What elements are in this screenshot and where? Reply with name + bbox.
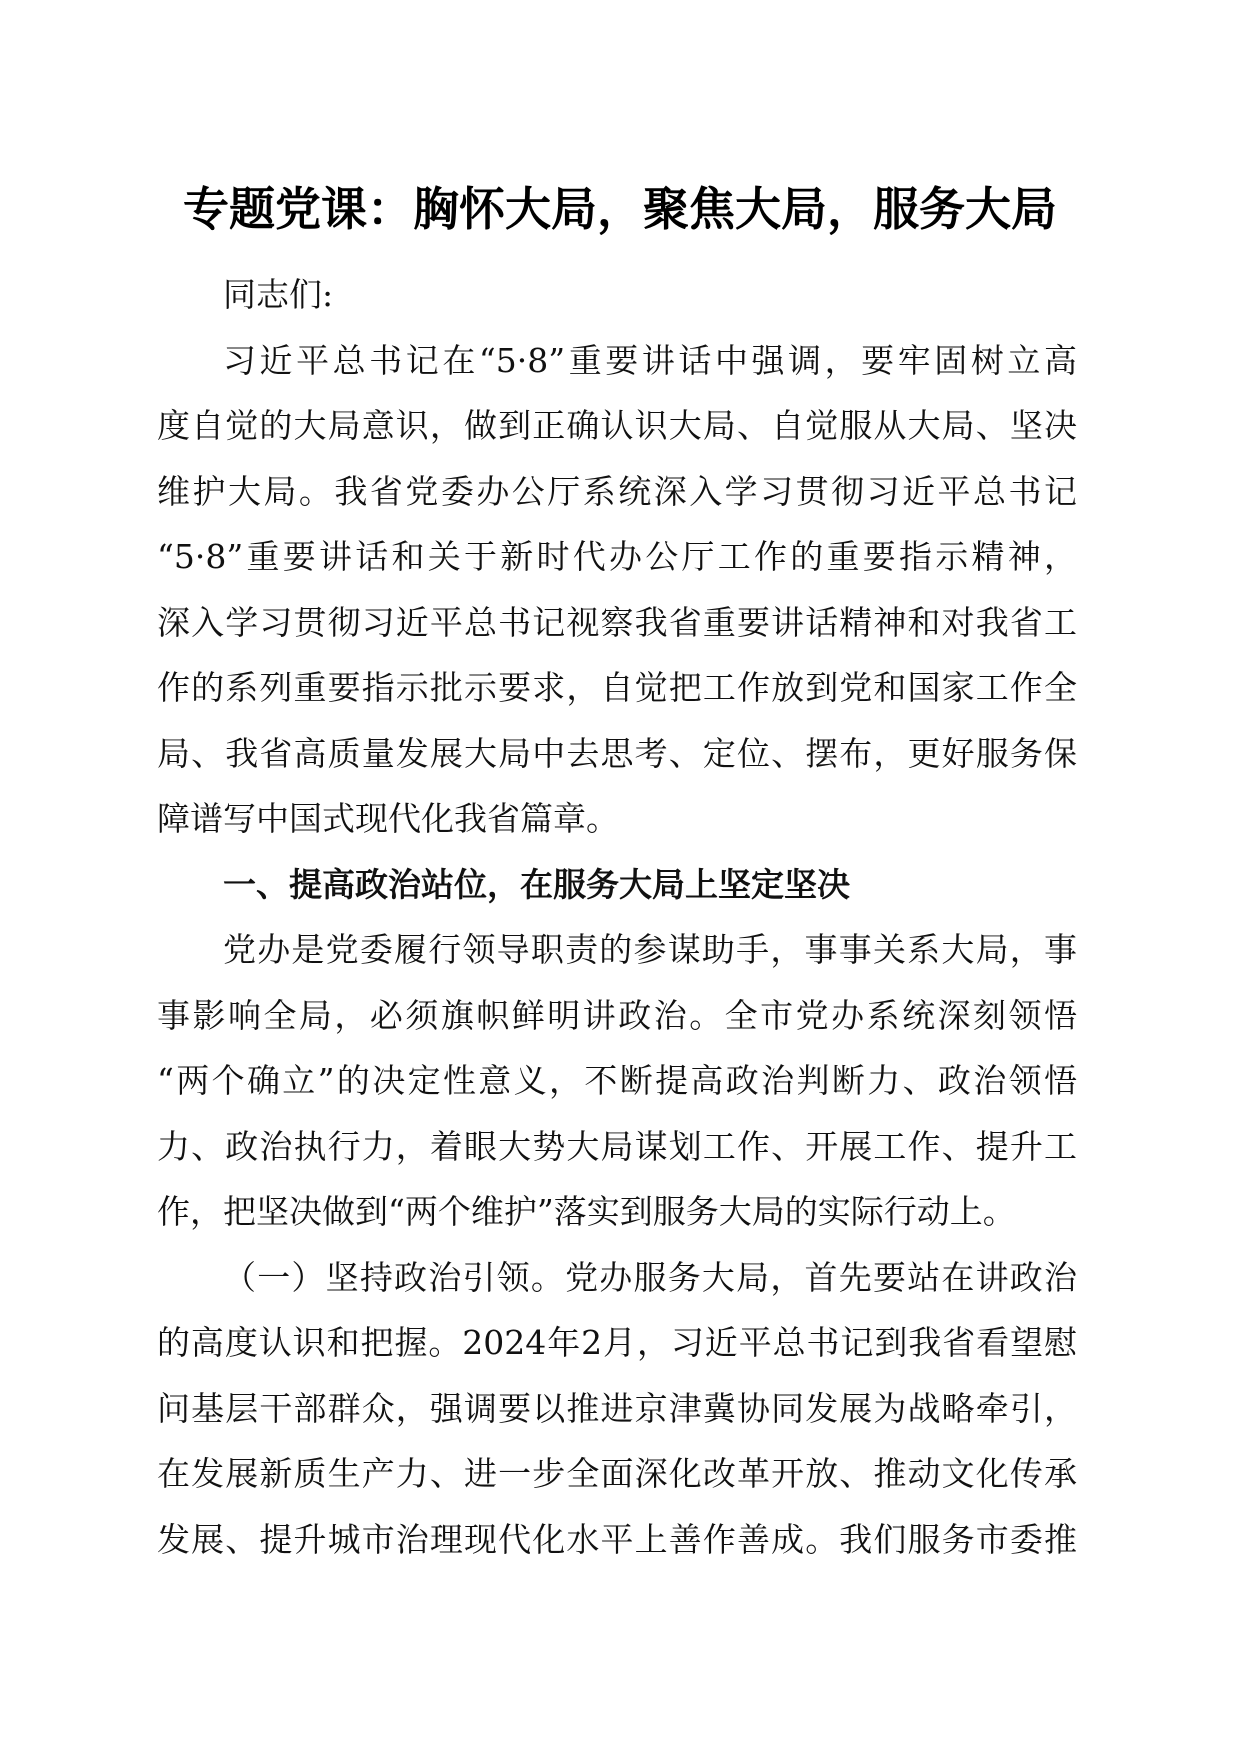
- body-text-line: “5·8”重要讲话和关于新时代办公厅工作的重要指示精神，: [157, 537, 1077, 576]
- document-body: [157, 262, 1077, 1572]
- body-text-line: 作，把坚决做到“两个维护”落实到服务大局的实际行动上。: [157, 1192, 1016, 1231]
- body-text-line: 习近平总书记在“5·8”重要讲话中强调，要牢固树立高: [223, 340, 1077, 380]
- body-text-line: 在发展新质生产力、进一步全面深化改革开放、推动文化传承: [157, 1454, 1077, 1493]
- body-text-line: （一）坚持政治引领。党办服务大局，首先要站在讲政治: [223, 1257, 1077, 1297]
- body-text-line: 同志们:: [223, 275, 334, 314]
- body-text-line: 的高度认识和把握。2024年2月，习近平总书记到我省看望慰: [157, 1323, 1077, 1362]
- body-text-line: 力、政治执行力，着眼大势大局谋划工作、开展工作、提升工: [157, 1126, 1077, 1166]
- body-text-line: 问基层干部群众，强调要以推进京津冀协同发展为战略牵引，: [157, 1388, 1077, 1428]
- document-title: 专题党课：胸怀大局，聚焦大局，服务大局: [183, 182, 1057, 236]
- body-text-line: 深入学习贯彻习近平总书记视察我省重要讲话精神和对我省工: [157, 602, 1077, 642]
- body-text-line: 发展、提升城市治理现代化水平上善作善成。我们服务市委推: [157, 1519, 1077, 1559]
- body-text-line: 障谱写中国式现代化我省篇章。: [157, 799, 619, 838]
- body-text-line: 党办是党委履行领导职责的参谋助手，事事关系大局，事: [223, 930, 1077, 969]
- body-text-line: 事影响全局，必须旗帜鲜明讲政治。全市党办系统深刻领悟: [157, 995, 1077, 1035]
- body-text-line: 维护大局。我省党委办公厅系统深入学习贯彻习近平总书记: [157, 471, 1077, 511]
- body-text-line: “两个确立”的决定性意义，不断提高政治判断力、政治领悟: [157, 1061, 1077, 1100]
- body-text-line: 作的系列重要指示批示要求，自觉把工作放到党和国家工作全: [157, 668, 1077, 707]
- section-heading: 一、提高政治站位，在服务大局上坚定坚决: [223, 864, 850, 904]
- body-text-line: 度自觉的大局意识，做到正确认识大局、自觉服从大局、坚决: [157, 406, 1077, 445]
- body-text-line: 局、我省高质量发展大局中去思考、定位、摆布，更好服务保: [157, 733, 1077, 773]
